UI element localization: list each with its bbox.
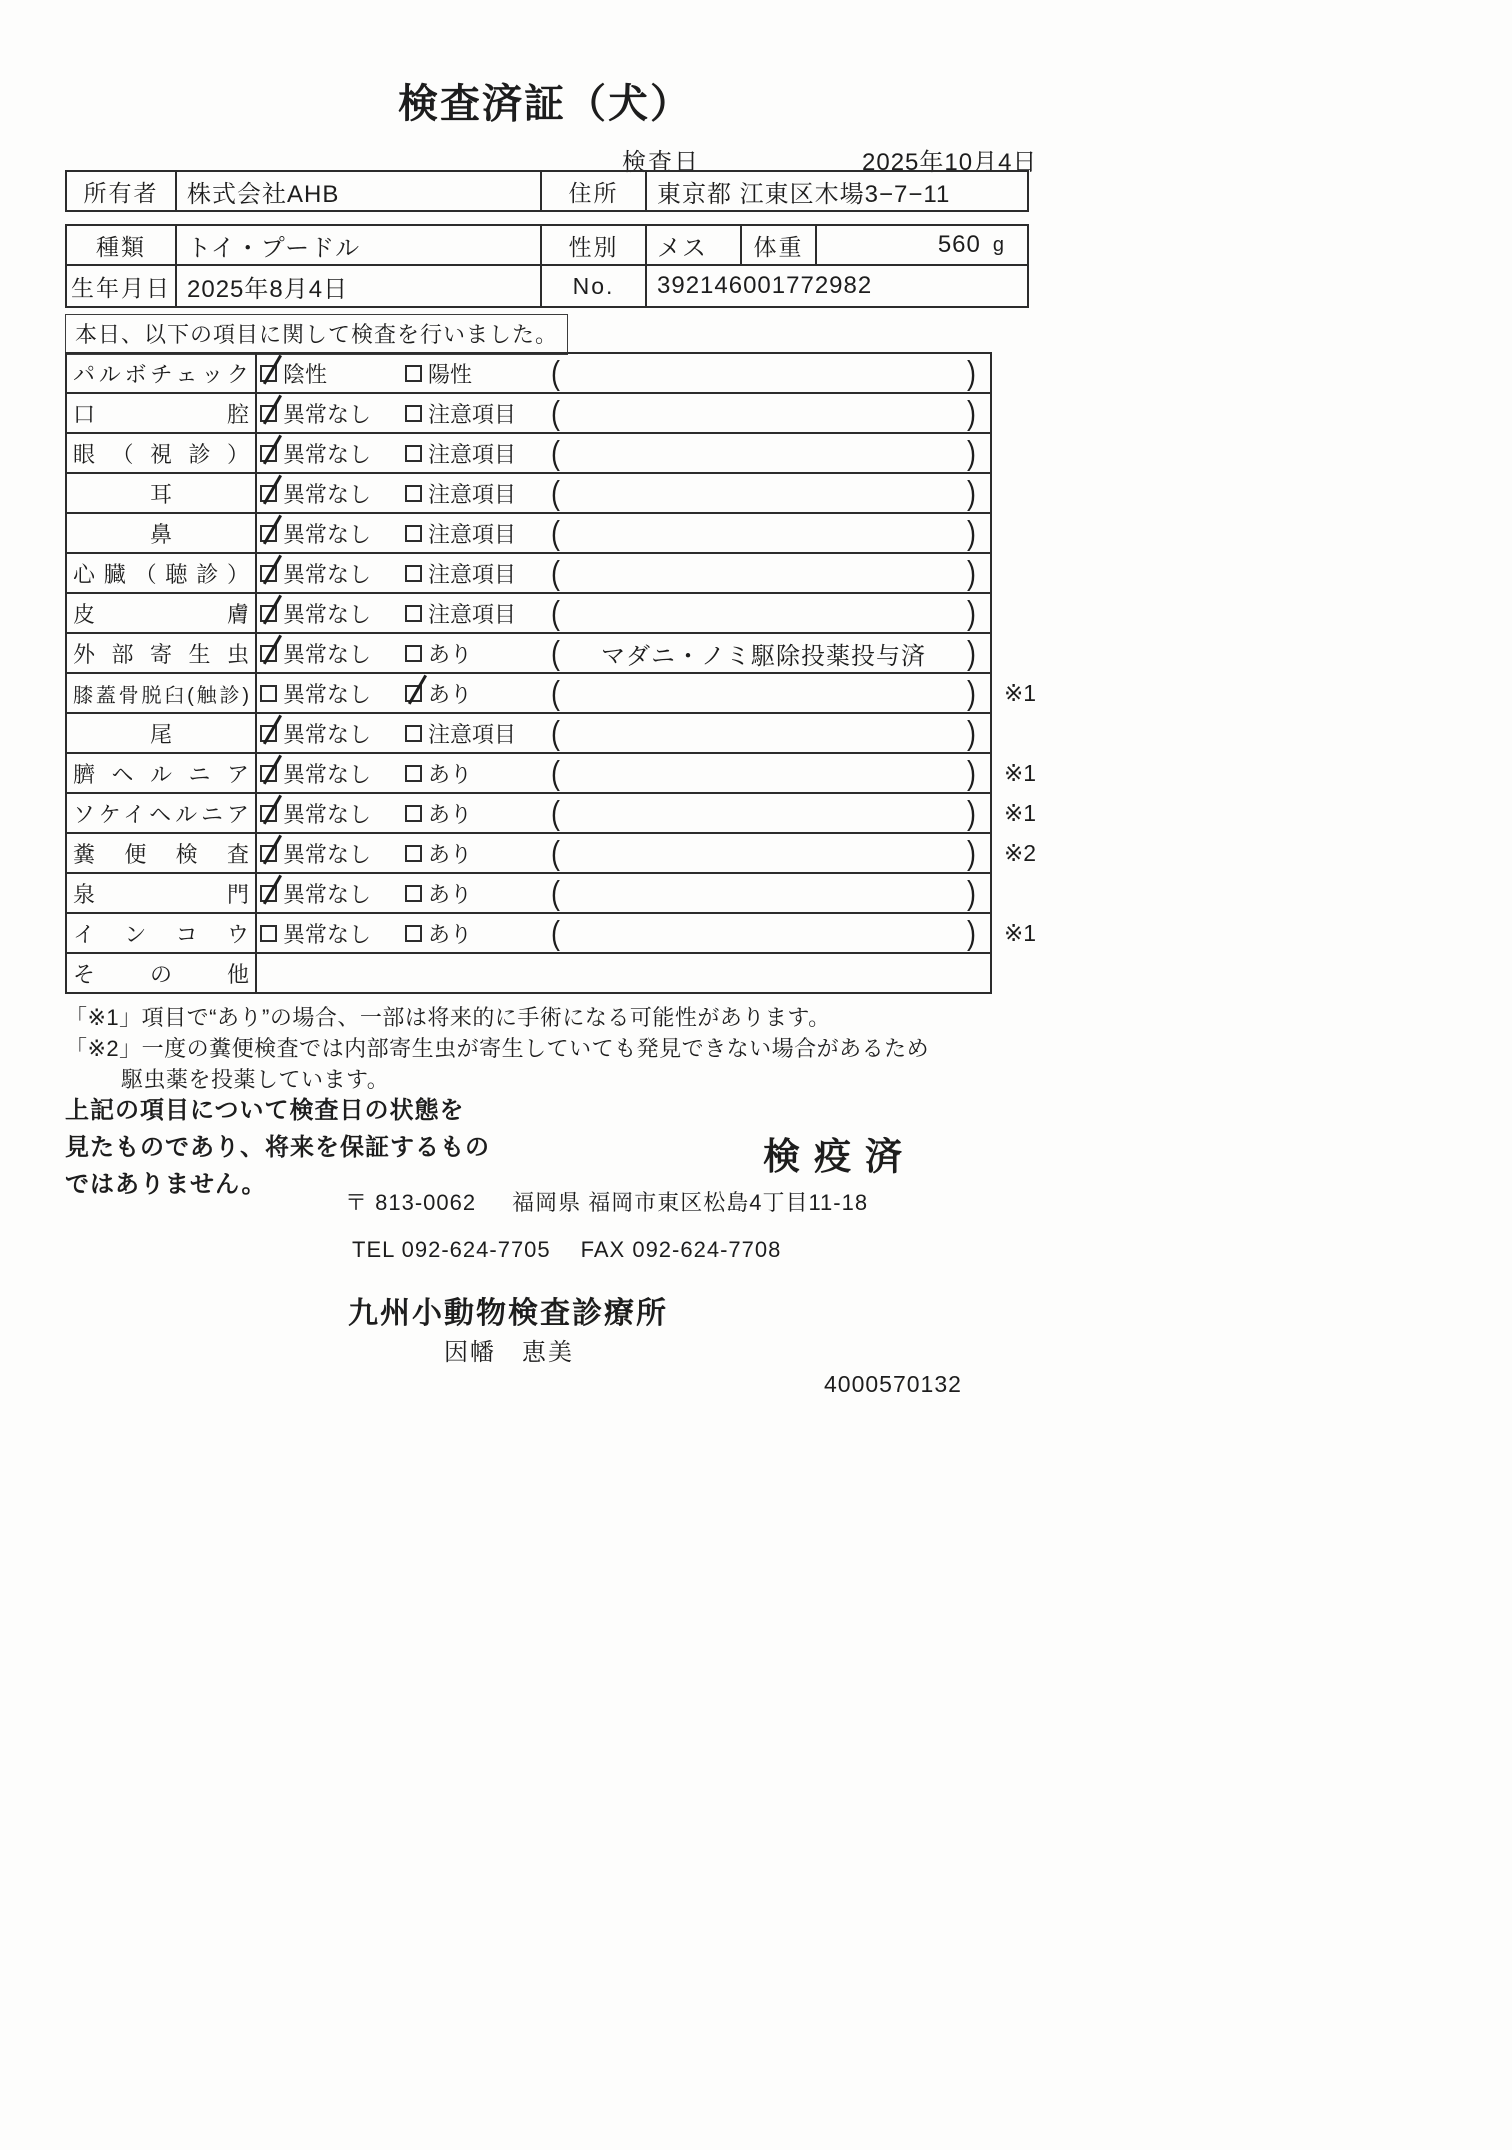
tel-number: TEL 092-624-7705 — [352, 1237, 551, 1262]
disclaimer-line-1: 上記の項目について検査日の状態を — [65, 1097, 465, 1124]
checkbox-2 — [405, 685, 422, 702]
disclaimer-line-2: 見たものであり、将来を保証するもの — [65, 1134, 490, 1161]
weight-number: 560 — [937, 231, 981, 258]
option-1-label: 異常なし — [283, 441, 372, 467]
option-2-label: あり — [428, 641, 473, 667]
item-name-cell — [67, 354, 257, 392]
option-1-label: 異常なし — [283, 841, 372, 867]
checkbox-1 — [260, 885, 277, 902]
inspection-row — [67, 793, 1037, 834]
item-name-cell — [67, 554, 257, 592]
paren-open-icon: ( — [551, 473, 560, 512]
inspection-row — [67, 594, 990, 634]
owner-table — [65, 170, 1029, 212]
option-1 — [257, 478, 402, 509]
row-content — [257, 914, 990, 952]
paren-close-icon: ) — [967, 473, 976, 512]
checkbox-1 — [260, 685, 277, 702]
option-1-label: 異常なし — [283, 721, 372, 747]
inspection-row — [67, 514, 990, 554]
option-2 — [402, 878, 547, 909]
checkbox-1 — [260, 845, 277, 862]
inspection-row — [67, 673, 1037, 714]
note-cell — [547, 913, 990, 952]
item-label: 鼻 — [149, 521, 172, 547]
weight-unit: g — [992, 233, 1005, 256]
checkbox-2 — [405, 765, 422, 782]
paren-close-icon: ) — [967, 913, 976, 952]
footnote-mark: ※1 — [1004, 800, 1037, 826]
option-1 — [257, 438, 402, 469]
paren-open-icon: ( — [551, 713, 560, 752]
option-2 — [402, 438, 547, 469]
option-1-label: 異常なし — [283, 561, 372, 587]
pet-info-table — [65, 224, 1029, 308]
paren-open-icon: ( — [551, 553, 560, 592]
note-cell — [547, 433, 990, 472]
row-content — [257, 594, 990, 632]
checkbox-2 — [405, 845, 422, 862]
note-cell — [547, 673, 990, 712]
item-name-cell — [67, 874, 257, 912]
birthdate-label: 生年月日 — [67, 266, 177, 306]
breed-label: 種類 — [67, 226, 177, 264]
option-2 — [402, 718, 547, 749]
footnotes — [65, 1002, 929, 1095]
checkbox-2 — [405, 605, 422, 622]
inspection-row — [67, 434, 990, 474]
item-label: その他 — [73, 961, 249, 987]
inspection-row — [67, 954, 990, 994]
paren-close-icon: ) — [967, 593, 976, 632]
item-name-cell — [67, 514, 257, 552]
paren-close-icon: ) — [967, 633, 976, 672]
checkbox-1 — [260, 525, 277, 542]
row-content — [257, 674, 990, 712]
inspection-row — [67, 394, 990, 434]
item-label: 糞便検査 — [73, 841, 249, 867]
option-1-label: 異常なし — [283, 881, 372, 907]
option-1 — [257, 558, 402, 589]
item-label: 外部寄生虫 — [73, 641, 249, 667]
paren-close-icon: ) — [967, 673, 976, 712]
item-name-cell — [67, 474, 257, 512]
option-2 — [402, 638, 547, 669]
checkbox-1 — [260, 405, 277, 422]
page-title: 検査済証（犬） — [398, 82, 692, 126]
checkbox-1 — [260, 565, 277, 582]
address-value: 東京都 江東区木場3−7−11 — [657, 180, 951, 208]
option-2-label: 注意項目 — [428, 481, 517, 507]
option-2-label: 注意項目 — [428, 521, 517, 547]
note-cell — [547, 353, 990, 392]
inspection-row — [67, 474, 990, 514]
checkbox-1 — [260, 485, 277, 502]
weight-value — [817, 226, 1027, 264]
option-1 — [257, 918, 402, 949]
row-content — [257, 874, 990, 912]
option-2-label: 注意項目 — [428, 601, 517, 627]
checkbox-2 — [405, 805, 422, 822]
paren-close-icon: ) — [967, 753, 976, 792]
inspection-row — [67, 753, 1037, 794]
option-1-label: 異常なし — [283, 801, 372, 827]
checkbox-1 — [260, 925, 277, 942]
footnote-mark: ※2 — [1004, 840, 1037, 866]
option-2 — [402, 478, 547, 509]
option-1-label: 異常なし — [283, 601, 372, 627]
intro-text: 本日、以下の項目に関して検査を行いました。 — [65, 314, 568, 355]
item-label: 膝蓋骨脱臼(触診) — [73, 684, 249, 707]
inspection-row — [67, 714, 990, 754]
checkbox-2 — [405, 405, 422, 422]
row-content — [257, 714, 990, 752]
weight-label: 体重 — [742, 226, 817, 264]
checkbox-1 — [260, 805, 277, 822]
item-name-cell — [67, 634, 257, 672]
inspection-row — [67, 354, 990, 394]
inspection-date-value: 2025年10月4日 — [862, 149, 1038, 176]
checkbox-2 — [405, 925, 422, 942]
option-2-label: あり — [428, 841, 473, 867]
paren-open-icon: ( — [551, 353, 560, 392]
option-2-label: あり — [428, 801, 473, 827]
paren-close-icon: ) — [967, 433, 976, 472]
checkbox-2 — [405, 565, 422, 582]
inspection-table — [65, 352, 1037, 994]
birthdate-row — [67, 266, 1027, 306]
note-cell — [547, 753, 990, 792]
option-2 — [402, 758, 547, 789]
option-2 — [402, 598, 547, 629]
item-name-cell — [67, 594, 257, 632]
paren-open-icon: ( — [551, 833, 560, 872]
item-label: 心臓（聴診） — [73, 561, 249, 587]
paren-open-icon: ( — [551, 593, 560, 632]
row-content — [257, 514, 990, 552]
checkbox-1 — [260, 365, 277, 382]
item-label: パルボチェック — [73, 361, 249, 387]
option-1-label: 異常なし — [283, 681, 372, 707]
option-2-label: あり — [428, 761, 473, 787]
inspection-row — [67, 833, 1037, 874]
clinic-address: 福岡県 福岡市東区松島4丁目11-18 — [512, 1190, 869, 1215]
footnote-2-continued: 駆虫薬を投薬しています。 — [121, 1067, 390, 1092]
row-content — [257, 354, 990, 392]
quarantine-stamp: 検疫済 — [763, 1136, 916, 1177]
fax-number: FAX 092-624-7708 — [580, 1237, 782, 1262]
inspection-row — [67, 874, 990, 914]
disclaimer-line-3: ではありません。 — [65, 1171, 267, 1198]
inspection-row — [67, 913, 1037, 954]
option-2-label: あり — [428, 881, 473, 907]
breed-row — [67, 226, 1027, 266]
option-2-label: あり — [428, 681, 473, 707]
option-2-label: あり — [428, 921, 473, 947]
item-label: 耳 — [149, 481, 172, 507]
option-1 — [257, 638, 402, 669]
option-1 — [257, 878, 402, 909]
option-1-label: 陰性 — [283, 361, 328, 387]
note-cell — [547, 873, 990, 912]
option-2 — [402, 838, 547, 869]
option-2 — [402, 558, 547, 589]
paren-open-icon: ( — [551, 753, 560, 792]
checkbox-2 — [405, 885, 422, 902]
option-1-label: 異常なし — [283, 761, 372, 787]
checkbox-1 — [260, 645, 277, 662]
owner-row — [67, 172, 1027, 210]
paren-close-icon: ) — [967, 393, 976, 432]
tel-fax-row — [352, 1237, 781, 1263]
checkbox-2 — [405, 485, 422, 502]
option-1-label: 異常なし — [283, 401, 372, 427]
option-1-label: 異常なし — [283, 921, 372, 947]
checkbox-1 — [260, 605, 277, 622]
item-label: インコウ — [73, 921, 249, 947]
paren-open-icon: ( — [551, 633, 560, 672]
paren-close-icon: ) — [967, 793, 976, 832]
item-label: 眼（視診） — [73, 441, 249, 467]
clinic-address-row — [345, 1186, 868, 1217]
option-1-label: 異常なし — [283, 521, 372, 547]
option-2 — [402, 358, 547, 389]
item-label: ソケイヘルニア — [73, 801, 249, 827]
inspection-row — [67, 634, 990, 674]
footnote-mark: ※1 — [1004, 680, 1037, 706]
option-1 — [257, 518, 402, 549]
address-label: 住所 — [542, 172, 647, 210]
no-label: No. — [542, 266, 647, 306]
owner-value: 株式会社AHB — [177, 172, 542, 210]
item-label: 臍ヘルニア — [73, 761, 249, 787]
item-name-cell — [67, 674, 257, 712]
row-content — [257, 954, 990, 992]
owner-label: 所有者 — [67, 172, 177, 210]
item-name-cell — [67, 754, 257, 792]
paren-close-icon: ) — [967, 873, 976, 912]
row-content — [257, 754, 990, 792]
clinic-name: 九州小動物検査診療所 — [348, 1297, 668, 1330]
paren-open-icon: ( — [551, 433, 560, 472]
option-1-label: 異常なし — [283, 641, 372, 667]
option-1 — [257, 798, 402, 829]
option-2 — [402, 678, 547, 709]
item-label: 口腔 — [73, 401, 249, 427]
item-label: 皮膚 — [73, 601, 249, 627]
paren-close-icon: ) — [967, 833, 976, 872]
note-cell — [547, 833, 990, 872]
row-content — [257, 634, 990, 672]
footnote-mark: ※1 — [1004, 760, 1037, 786]
option-2-label: 注意項目 — [428, 721, 517, 747]
option-1 — [257, 678, 402, 709]
item-name-cell — [67, 394, 257, 432]
paren-open-icon: ( — [551, 673, 560, 712]
row-content — [257, 394, 990, 432]
paren-close-icon: ) — [967, 353, 976, 392]
row-content — [257, 794, 990, 832]
footnote-2: 「※2」一度の糞便検査では内部寄生虫が寄生していても発見できない場合があるため — [65, 1036, 930, 1061]
checkbox-2 — [405, 445, 422, 462]
inspection-row — [67, 554, 990, 594]
note-cell — [547, 713, 990, 752]
checkbox-2 — [405, 725, 422, 742]
checkbox-1 — [260, 445, 277, 462]
option-1 — [257, 718, 402, 749]
option-1 — [257, 758, 402, 789]
item-name-cell — [67, 914, 257, 952]
item-name-cell — [67, 954, 257, 992]
row-content — [257, 474, 990, 512]
note-cell — [547, 793, 990, 832]
sex-value: メス — [647, 226, 742, 264]
sex-label: 性別 — [542, 226, 647, 264]
note-cell — [547, 553, 990, 592]
note-cell — [547, 473, 990, 512]
option-2 — [402, 918, 547, 949]
breed-value: トイ・プードル — [177, 226, 542, 264]
paren-open-icon: ( — [551, 513, 560, 552]
footnote-mark: ※1 — [1004, 920, 1037, 946]
paren-close-icon: ) — [967, 553, 976, 592]
paren-open-icon: ( — [551, 913, 560, 952]
checkbox-2 — [405, 365, 422, 382]
examiner-name: 因幡 恵美 — [444, 1339, 574, 1366]
checkbox-1 — [260, 725, 277, 742]
option-2-label: 陽性 — [428, 361, 473, 387]
option-2 — [402, 398, 547, 429]
option-1 — [257, 598, 402, 629]
option-2 — [402, 518, 547, 549]
postal-code: 〒 813-0062 — [345, 1190, 477, 1215]
note-cell — [547, 393, 990, 432]
item-name-cell — [67, 714, 257, 752]
inspection-date-label: 検査日 — [622, 149, 700, 176]
no-value: 392146001772982 — [657, 272, 873, 299]
row-content — [257, 834, 990, 872]
row-content — [257, 434, 990, 472]
option-1-label: 異常なし — [283, 481, 372, 507]
serial-number: 4000570132 — [824, 1371, 962, 1397]
paren-open-icon: ( — [551, 873, 560, 912]
option-1 — [257, 838, 402, 869]
option-2-label: 注意項目 — [428, 561, 517, 587]
note-cell — [547, 593, 990, 632]
paren-close-icon: ) — [967, 713, 976, 752]
item-name-cell — [67, 794, 257, 832]
option-1 — [257, 398, 402, 429]
paren-open-icon: ( — [551, 393, 560, 432]
option-2-label: 注意項目 — [428, 441, 517, 467]
paren-close-icon: ) — [967, 513, 976, 552]
checkbox-2 — [405, 645, 422, 662]
option-1 — [257, 358, 402, 389]
row-content — [257, 554, 990, 592]
item-label: 泉門 — [73, 881, 249, 907]
item-name-cell — [67, 434, 257, 472]
option-2 — [402, 798, 547, 829]
footnote-1: 「※1」項目で“あり”の場合、一部は将来的に手術になる可能性があります。 — [65, 1005, 831, 1030]
item-label: 尾 — [149, 721, 172, 747]
option-2-label: 注意項目 — [428, 401, 517, 427]
note-cell — [547, 633, 990, 672]
birthdate-value: 2025年8月4日 — [177, 266, 542, 306]
checkbox-1 — [260, 765, 277, 782]
item-name-cell — [67, 834, 257, 872]
note-cell — [547, 513, 990, 552]
note-text: マダニ・ノミ駆除投薬投与済 — [601, 642, 926, 670]
checkbox-2 — [405, 525, 422, 542]
paren-open-icon: ( — [551, 793, 560, 832]
